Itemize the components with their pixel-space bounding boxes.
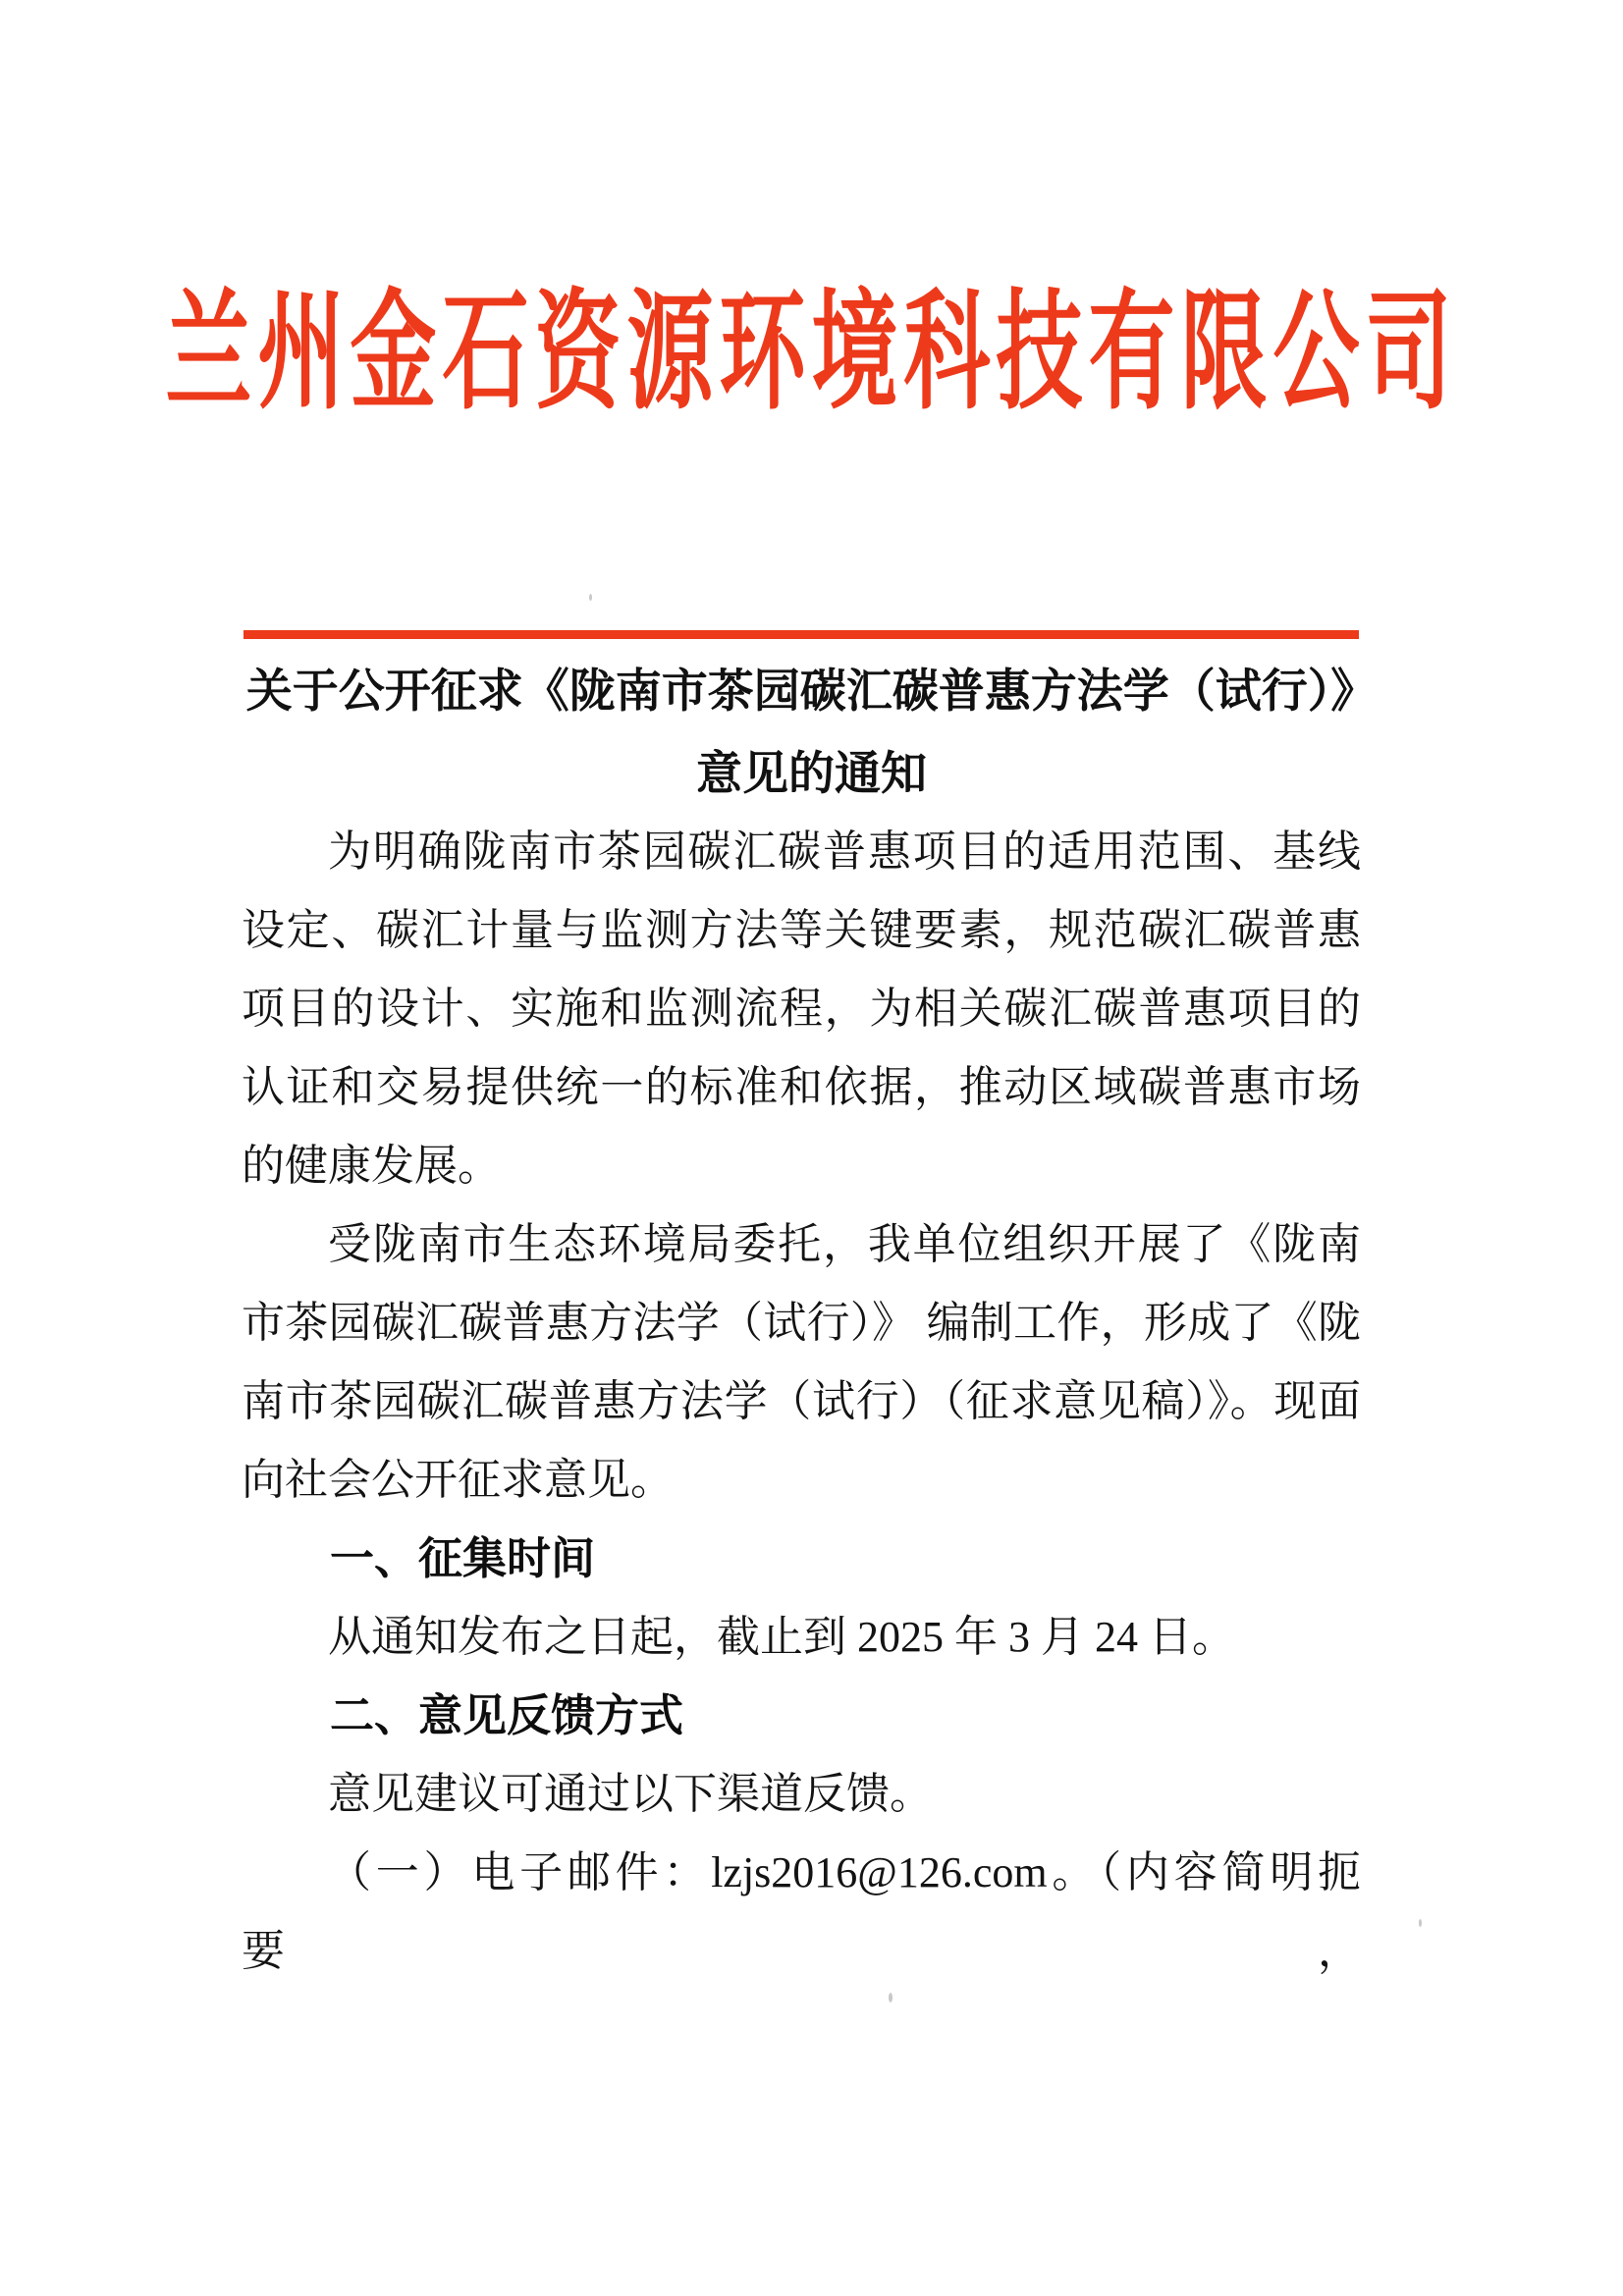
paragraph-email-contact: （一）电子邮件：lzjs2016@126.com。（内容简明扼要， [242, 1848, 1361, 1975]
letterhead-company-name: 兰州金石资源环境科技有限公司 [165, 283, 1458, 426]
paragraph-background: 受陇南市生态环境局委托，我单位组织开展了《陇南市茶园碳汇碳普惠方法学（试行）》 编制工作，形成了《陇南市茶园碳汇碳普惠方法学（试行）（征求意见稿）》。现面向社会公开征求意见。 [242, 1220, 1361, 1504]
notice-title-line2: 意见的通知 [696, 747, 927, 799]
letterhead-divider-line [243, 630, 1359, 639]
scan-speckle [589, 594, 592, 601]
paragraph-deadline: 从通知发布之日起，截止到 2025 年 3 月 24 日。 [328, 1613, 1235, 1661]
scan-speckle [1419, 1919, 1422, 1927]
section-heading-feedback-method: 二、意见反馈方式 [330, 1690, 684, 1740]
paragraph-purpose: 为明确陇南市茶园碳汇碳普惠项目的适用范围、基线设定、碳汇计量与监测方法等关键要素，规范碳汇碳普惠项目的设计、实施和监测流程，为相关碳汇碳普惠项目的认证和交易提供统一的标准和依据，推动区域碳普惠市场的健康发展。 [242, 828, 1361, 1190]
notice-title [0, 650, 1623, 815]
notice-title-line1: 关于公开征求《陇南市茶园碳汇碳普惠方法学（试行）》 [245, 665, 1378, 717]
paragraph-feedback-channels: 意见建议可通过以下渠道反馈。 [328, 1770, 933, 1818]
notice-body [242, 813, 1361, 1991]
scan-speckle [889, 1993, 893, 2002]
section-heading-collection-time: 一、征集时间 [330, 1533, 596, 1583]
